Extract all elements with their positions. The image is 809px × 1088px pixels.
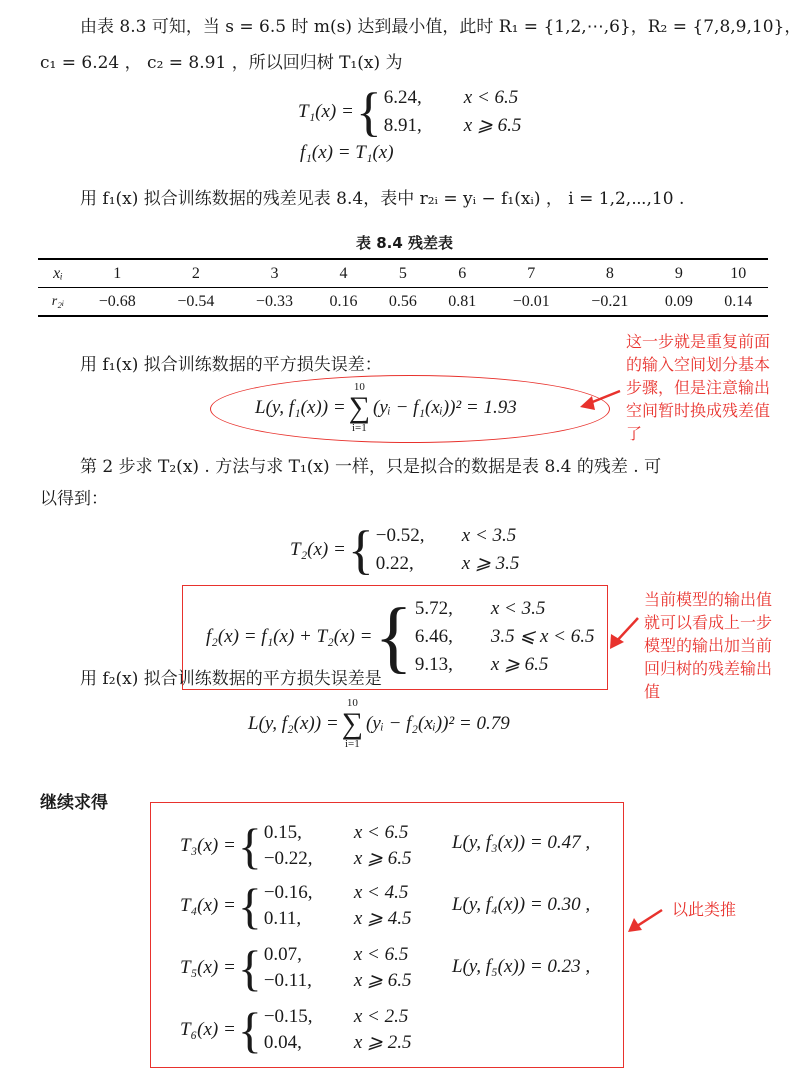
table-cell: 1 xyxy=(78,259,157,288)
brace-icon: { xyxy=(237,940,262,996)
sum-upper: 10 xyxy=(346,697,358,709)
tree-case-value: 0.11, xyxy=(263,908,302,929)
table-cell: −0.68 xyxy=(78,288,157,317)
tree-case-cond: x < 6.5 xyxy=(353,944,409,965)
loss1-rhs: (yᵢ − f₁(xᵢ))² = 1.93 xyxy=(373,397,517,418)
tree-case-value: −0.15, xyxy=(263,1006,313,1027)
arrow-icon xyxy=(628,910,662,932)
t5-loss: L(y, f₅(x)) = 0.23 , xyxy=(452,956,591,977)
table-cell: 5 xyxy=(373,259,432,288)
table-cell: 2 xyxy=(157,259,236,288)
t1-case-cond: x < 6.5 xyxy=(463,87,519,108)
intro-line-2: c₁ = 6.24 ， c₂ = 8.91 ，所以回归树 T₁(x) 为 xyxy=(40,53,403,73)
loss2-rhs: (yᵢ − f₂(xᵢ))² = 0.79 xyxy=(366,713,510,734)
tree-case-cond: x < 2.5 xyxy=(353,1006,409,1027)
table-cell: 0.14 xyxy=(709,288,768,317)
table-cell: 10 xyxy=(709,259,768,288)
tree-lhs: T₃(x) = xyxy=(180,835,236,856)
table-cell: 0.81 xyxy=(433,288,492,317)
f2-case-cond: x < 3.5 xyxy=(490,598,546,619)
tree-case-value: −0.16, xyxy=(263,882,313,903)
brace-icon: { xyxy=(237,818,262,874)
tree-lhs: T₄(x) = xyxy=(180,895,236,916)
note-line: 就可以看成上一步 xyxy=(644,613,773,632)
tree-case-cond: x ⩾ 6.5 xyxy=(353,848,412,869)
arrow-icon xyxy=(580,391,620,410)
loss2-lhs: L(y, f₂(x)) = xyxy=(248,713,339,734)
table-cell: −0.21 xyxy=(571,288,650,317)
sum-symbol: 10 ∑ i=1 xyxy=(341,697,364,750)
t1-case-value: 8.91, xyxy=(383,115,422,136)
table-cell: −0.01 xyxy=(492,288,571,317)
tree-case-cond: x ⩾ 2.5 xyxy=(353,1032,412,1053)
note-line: 了 xyxy=(626,424,643,443)
brace-icon: { xyxy=(355,82,382,142)
f1-definition: f₁(x) = T₁(x) xyxy=(300,142,394,163)
table-cell: −0.33 xyxy=(235,288,314,317)
step2-line-1: 第 2 步求 T₂(x) . 方法与求 T₁(x) 一样，只是拟合的数据是表 8.4 的残差 . 可 xyxy=(80,457,662,477)
tree-case-value: −0.22, xyxy=(263,848,313,869)
table-cell: 4 xyxy=(314,259,373,288)
table-cell: 0.56 xyxy=(373,288,432,317)
annotation-note-3: 以此类推 xyxy=(672,900,737,919)
t1-lhs: T₁(x) = xyxy=(298,101,354,122)
brace-icon: { xyxy=(237,1002,262,1058)
table-row-label: r₂ᵢ xyxy=(38,288,78,317)
table-header-label: xᵢ xyxy=(38,259,78,288)
f2-lhs: f₂(x) = f₁(x) + T₂(x) = xyxy=(206,626,373,647)
tree-lhs: T₆(x) = xyxy=(180,1019,236,1040)
tree-case-cond: x ⩾ 6.5 xyxy=(353,970,412,991)
t4-loss: L(y, f₄(x)) = 0.30 , xyxy=(452,894,591,915)
tree-lhs: T₅(x) = xyxy=(180,957,236,978)
table-cell: 6 xyxy=(433,259,492,288)
table-cell: −0.54 xyxy=(157,288,236,317)
tree-case-value: 0.15, xyxy=(263,822,302,843)
note-line: 的输入空间划分基本 xyxy=(626,355,771,374)
f2-case-value: 5.72, xyxy=(414,598,453,619)
table-cell: 8 xyxy=(571,259,650,288)
t2-case-cond: x ⩾ 3.5 xyxy=(461,553,520,574)
t1-case-cond: x ⩾ 6.5 xyxy=(463,115,522,136)
tree-case-cond: x ⩾ 4.5 xyxy=(353,908,412,929)
loss1-text: 用 f₁(x) 拟合训练数据的平方损失误差： xyxy=(80,355,382,375)
loss2-text: 用 f₂(x) 拟合训练数据的平方损失误差是 xyxy=(80,669,382,689)
t2-lhs: T₂(x) = xyxy=(290,539,346,560)
continue-label: 继续求得 xyxy=(40,793,108,813)
sum-upper: 10 xyxy=(353,381,365,393)
tree-case-value: 0.07, xyxy=(263,944,302,965)
arrow-icon xyxy=(610,618,638,649)
tree-case-cond: x < 6.5 xyxy=(353,822,409,843)
note-line: 回归树的残差输出 xyxy=(644,659,773,678)
table-caption: 表 8.4 残差表 xyxy=(355,234,454,252)
loss1-lhs: L(y, f₁(x)) = xyxy=(255,397,346,418)
note-line: 空间暂时换成残差值 xyxy=(626,401,771,420)
sum-lower: i=1 xyxy=(344,738,360,750)
table-cell: 7 xyxy=(492,259,571,288)
brace-icon: { xyxy=(237,878,262,934)
note-line: 模型的输出加当前 xyxy=(644,636,773,655)
tree-case-value: −0.11, xyxy=(263,970,312,991)
sum-symbol: 10 ∑ i=1 xyxy=(348,381,371,434)
f2-case-cond: x ⩾ 6.5 xyxy=(490,654,549,675)
brace-icon: { xyxy=(347,520,374,580)
intro-line-1: 由表 8.3 可知，当 s = 6.5 时 m(s) 达到最小值，此时 R₁ = {1,2,⋯,6}，R₂ = {7,8,9,10}， xyxy=(80,17,802,37)
table-cell: 3 xyxy=(235,259,314,288)
residual-sentence: 用 f₁(x) 拟合训练数据的残差见表 8.4，表中 r₂ᵢ = yᵢ − f₁(xᵢ) ， i = 1,2,⋯,10 . xyxy=(80,189,685,209)
note-line: 当前模型的输出值 xyxy=(644,590,773,609)
note-line: 这一步就是重复前面 xyxy=(626,332,771,351)
sum-lower: i=1 xyxy=(351,422,367,434)
tree-case-value: 0.04, xyxy=(263,1032,302,1053)
table-cell: 0.09 xyxy=(649,288,708,317)
t2-case-value: −0.52, xyxy=(375,525,425,546)
t2-case-cond: x < 3.5 xyxy=(461,525,517,546)
f2-case-cond: 3.5 ⩽ x < 6.5 xyxy=(490,626,595,647)
f2-case-value: 9.13, xyxy=(414,654,453,675)
step2-line-2: 以得到： xyxy=(40,489,108,509)
t1-case-value: 6.24, xyxy=(383,87,422,108)
t2-case-value: 0.22, xyxy=(375,553,414,574)
t3-loss: L(y, f₃(x)) = 0.47 , xyxy=(452,832,591,853)
note-line: 步骤，但是注意输出 xyxy=(626,378,771,397)
note-line: 值 xyxy=(644,682,661,701)
table-cell: 9 xyxy=(649,259,708,288)
tree-case-cond: x < 4.5 xyxy=(353,882,409,903)
f2-case-value: 6.46, xyxy=(414,626,453,647)
brace-icon: { xyxy=(374,593,413,681)
table-cell: 0.16 xyxy=(314,288,373,317)
